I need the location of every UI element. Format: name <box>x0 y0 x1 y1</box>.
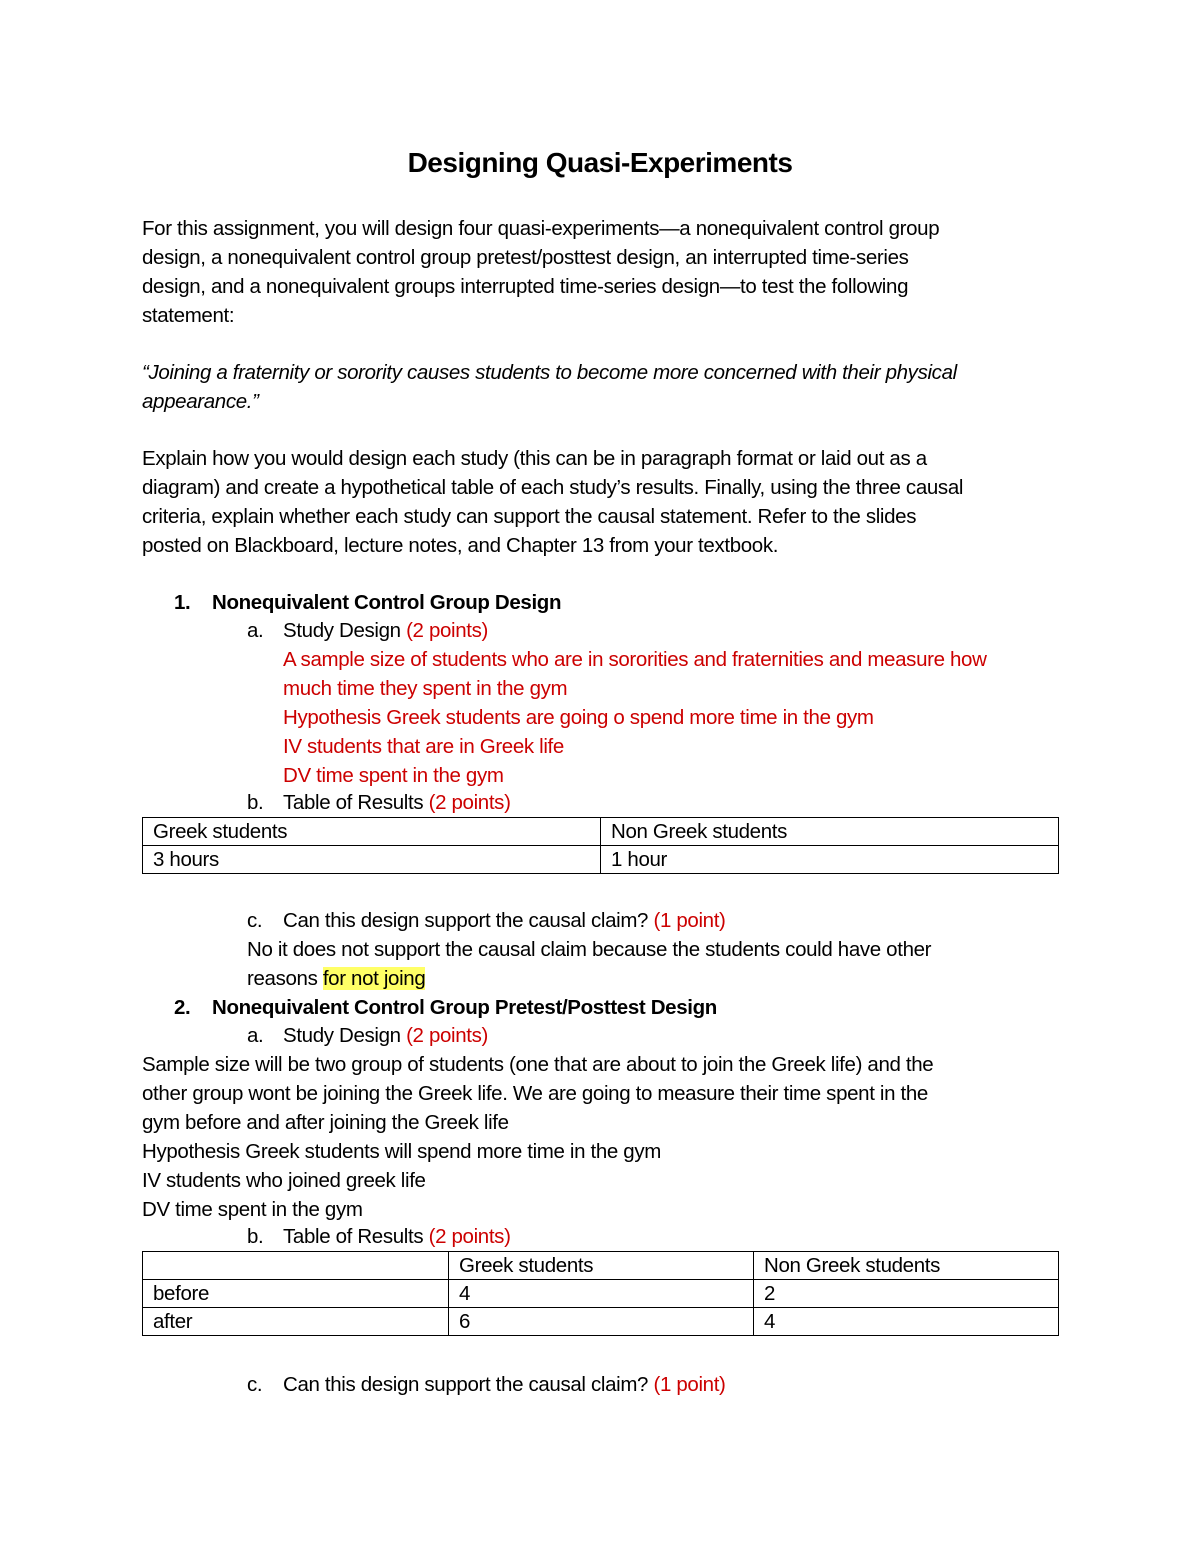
section1-b-label: b. <box>247 791 264 814</box>
table-row <box>143 1308 1059 1336</box>
answer-line: IV students who joined greek life <box>142 1169 426 1192</box>
section2-b-item <box>283 1222 511 1251</box>
section1-a-item <box>283 616 488 645</box>
section1-a-answer <box>283 645 987 790</box>
table-row <box>143 846 1059 874</box>
intro-line: design, a nonequivalent control group pretest/posttest design, an interrupted time-series <box>142 246 909 269</box>
instructions-paragraph <box>142 444 963 560</box>
section1-number: 1. <box>174 591 191 614</box>
table-cell: 3 hours <box>143 846 601 874</box>
section1-a-text: Study Design <box>283 619 407 642</box>
quote-line: “Joining a fraternity or sorority causes students to become more concerned with their physical <box>142 361 957 384</box>
answer-line: A sample size of students who are in sororities and fraternities and measure how <box>283 648 987 671</box>
answer-line: much time they spent in the gym <box>283 677 568 700</box>
answer-line: DV time spent in the gym <box>142 1198 363 1221</box>
answer-line: gym before and after joining the Greek life <box>142 1111 509 1134</box>
answer-line: IV students that are in Greek life <box>283 735 564 758</box>
section1-b-item <box>283 788 511 817</box>
results-table-2 <box>142 1251 1059 1336</box>
intro-paragraph <box>142 214 939 330</box>
section2-b-points: (2 points) <box>428 1225 511 1248</box>
section2-c-label: c. <box>247 1373 263 1396</box>
instructions-line: criteria, explain whether each study can support the causal statement. Refer to the slides <box>142 505 917 528</box>
instructions-line: posted on Blackboard, lecture notes, and Chapter 13 from your textbook. <box>142 534 779 557</box>
intro-line: design, and a nonequivalent groups interrupted time-series design—to test the following <box>142 275 909 298</box>
instructions-line: Explain how you would design each study (this can be in paragraph format or laid out as a <box>142 447 927 470</box>
table-header-row <box>143 818 1059 846</box>
section1-heading: Nonequivalent Control Group Design <box>212 591 562 614</box>
table-header-cell: Greek students <box>449 1252 754 1280</box>
answer-line: Hypothesis Greek students are going o spend more time in the gym <box>283 706 874 729</box>
answer-line: Hypothesis Greek students will spend more time in the gym <box>142 1140 661 1163</box>
section2-a-label: a. <box>247 1024 264 1047</box>
table-cell: 4 <box>449 1280 754 1308</box>
intro-line: For this assignment, you will design four quasi-experiments—a nonequivalent control group <box>142 217 940 240</box>
table-row <box>143 1280 1059 1308</box>
section2-c-item <box>283 1370 726 1399</box>
section2-a-points: (2 points) <box>406 1024 489 1047</box>
answer-line: other group wont be joining the Greek life. We are going to measure their time spent in the <box>142 1082 928 1105</box>
table-cell: 1 hour <box>601 846 1059 874</box>
section1-b-text: Table of Results <box>283 791 429 814</box>
table-cell: after <box>143 1308 449 1336</box>
section1-c-text: Can this design support the causal claim? <box>283 909 654 932</box>
table-cell: 2 <box>754 1280 1059 1308</box>
section2-a-answer <box>142 1050 933 1224</box>
highlighted-text: for not joing <box>322 967 426 990</box>
answer-line: DV time spent in the gym <box>283 764 504 787</box>
section2-b-label: b. <box>247 1225 264 1248</box>
table-cell: before <box>143 1280 449 1308</box>
table-header-cell <box>143 1252 449 1280</box>
section2-a-item <box>283 1021 488 1050</box>
answer-line: No it does not support the causal claim because the students could have other <box>247 938 932 961</box>
section2-b-text: Table of Results <box>283 1225 429 1248</box>
section1-a-points: (2 points) <box>406 619 489 642</box>
table-cell: 6 <box>449 1308 754 1336</box>
table-cell: 4 <box>754 1308 1059 1336</box>
section1-c-answer <box>247 935 931 993</box>
table-header-cell: Greek students <box>143 818 601 846</box>
answer-line: Sample size will be two group of students (one that are about to join the Greek life) and the <box>142 1053 934 1076</box>
answer-text: reasons <box>247 967 323 990</box>
section1-c-label: c. <box>247 909 263 932</box>
section1-b-points: (2 points) <box>428 791 511 814</box>
table-header-row <box>143 1252 1059 1280</box>
section2-a-text: Study Design <box>283 1024 407 1047</box>
intro-line: statement: <box>142 304 235 327</box>
quote-line: appearance.” <box>142 390 259 413</box>
section2-c-text: Can this design support the causal claim? <box>283 1373 654 1396</box>
section1-c-points: (1 point) <box>653 909 726 932</box>
table-header-cell: Non Greek students <box>754 1252 1059 1280</box>
section1-c-item <box>283 906 726 935</box>
results-table-1 <box>142 817 1059 874</box>
section1-a-label: a. <box>247 619 264 642</box>
section2-heading: Nonequivalent Control Group Pretest/Posttest Design <box>212 996 717 1019</box>
quote-statement <box>142 358 957 416</box>
section2-c-points: (1 point) <box>653 1373 726 1396</box>
section2-number: 2. <box>174 996 191 1019</box>
instructions-line: diagram) and create a hypothetical table of each study’s results. Finally, using the three causal <box>142 476 964 499</box>
page-title: Designing Quasi-Experiments <box>407 147 793 178</box>
answer-line <box>247 964 931 993</box>
table-header-cell: Non Greek students <box>601 818 1059 846</box>
